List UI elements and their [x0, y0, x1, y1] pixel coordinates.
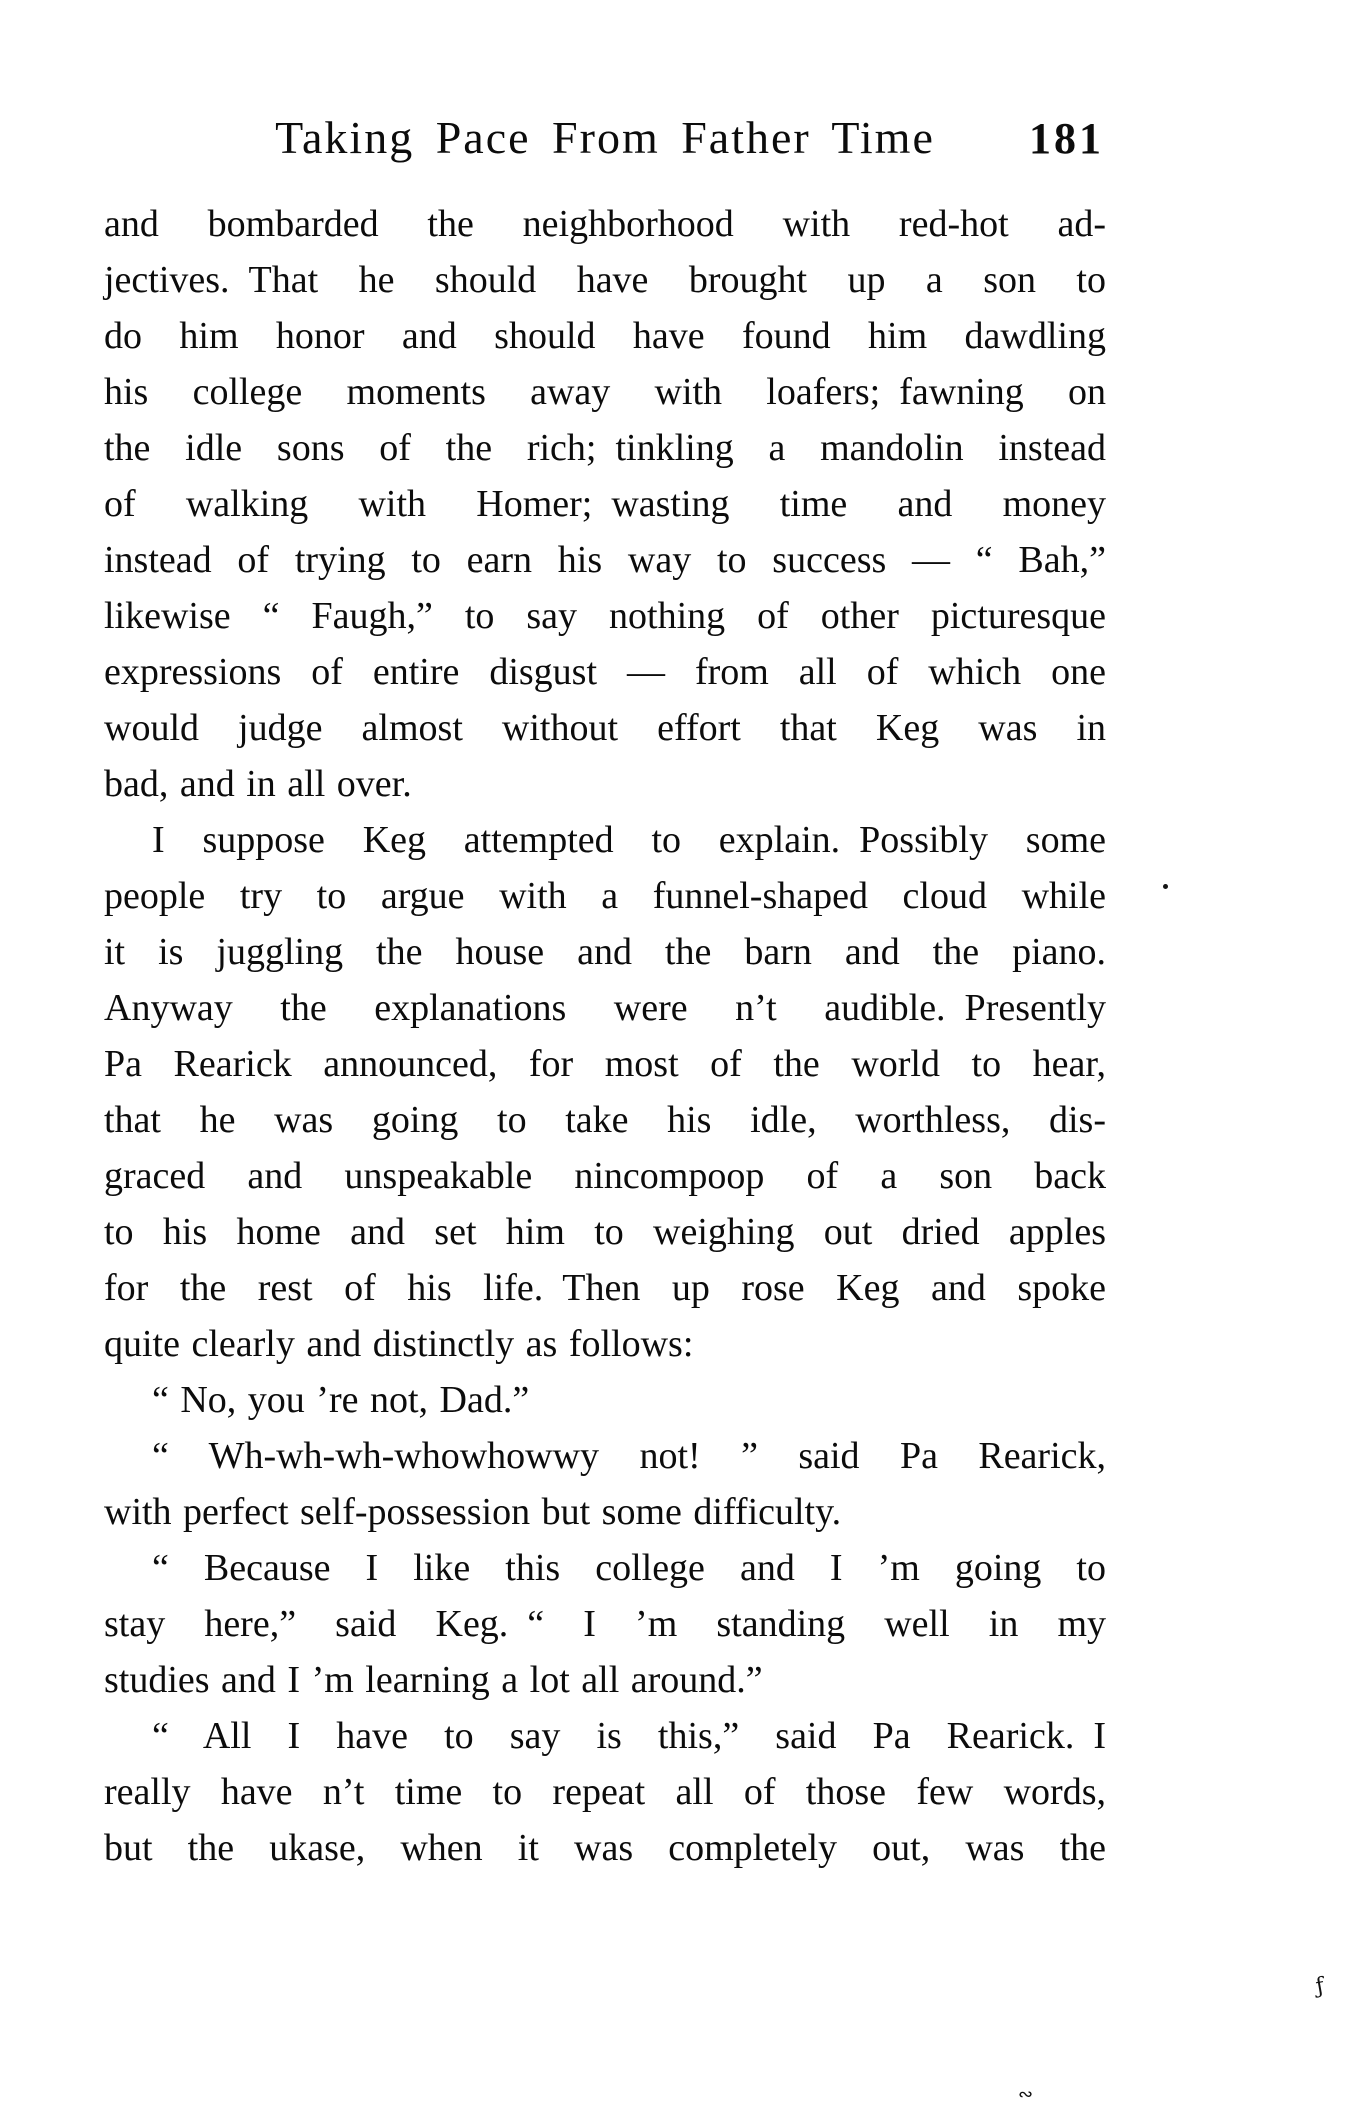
scan-speck-dot: [1163, 884, 1168, 889]
text-line: “ No, you ’re not, Dad.”: [152, 1379, 530, 1421]
text-line: Pa Rearick announced, for most of the world to hear,: [104, 1043, 1106, 1085]
text-line: instead of trying to earn his way to success — “ Bah,”: [104, 539, 1106, 581]
page-number: 181: [1029, 114, 1104, 163]
text-line: the idle sons of the rich; tinkling a mandolin instead: [104, 427, 1106, 469]
scan-speck-wave: ∾: [1018, 2084, 1031, 2105]
paragraph: [104, 1372, 1106, 1428]
text-line: with perfect self-possession but some difficulty.: [104, 1491, 842, 1533]
text-line: Anyway the explanations were n’t audible. Presently: [104, 987, 1106, 1029]
scan-speck-squiggle: ƒ: [1313, 1973, 1327, 2000]
text-line: that he was going to take his idle, worthless, dis-: [104, 1099, 1106, 1141]
running-head: [104, 112, 1106, 168]
text-line: do him honor and should have found him dawdling: [104, 315, 1106, 357]
text-line: “ All I have to say is this,” said Pa Rearick. I: [152, 1715, 1106, 1757]
text-line: but the ukase, when it was completely out, was the: [104, 1827, 1106, 1869]
text-line: studies and I ’m learning a lot all around.”: [104, 1659, 763, 1701]
paragraph: [104, 812, 1106, 1372]
text-line: jectives. That he should have brought up a son to: [104, 259, 1106, 301]
text-line: “ Wh-wh-wh-whowhowwy not! ” said Pa Rearick,: [152, 1435, 1106, 1477]
page-body: [104, 196, 1106, 1876]
paragraph: [104, 196, 1106, 812]
text-line: and bombarded the neighborhood with red-hot ad-: [104, 203, 1106, 245]
text-line: expressions of entire disgust — from all of which one: [104, 651, 1106, 693]
text-line: his college moments away with loafers; fawning on: [104, 371, 1106, 413]
paragraph: [104, 1708, 1106, 1876]
text-line: of walking with Homer; wasting time and money: [104, 483, 1106, 525]
paragraph: [104, 1540, 1106, 1708]
text-line: likewise “ Faugh,” to say nothing of other picturesque: [104, 595, 1106, 637]
text-line: bad, and in all over.: [104, 763, 412, 805]
text-line: for the rest of his life. Then up rose Keg and spoke: [104, 1267, 1106, 1309]
text-line: stay here,” said Keg. “ I ’m standing well in my: [104, 1603, 1106, 1645]
text-line: I suppose Keg attempted to explain. Possibly some: [152, 819, 1106, 861]
text-line: would judge almost without effort that Keg was in: [104, 707, 1106, 749]
chapter-title: Taking Pace From Father Time: [275, 112, 935, 163]
text-line: to his home and set him to weighing out dried apples: [104, 1211, 1106, 1253]
paragraph: [104, 1428, 1106, 1540]
text-line: really have n’t time to repeat all of those few words,: [104, 1771, 1106, 1813]
text-line: people try to argue with a funnel-shaped cloud while: [104, 875, 1106, 917]
text-line: “ Because I like this college and I ’m going to: [152, 1547, 1106, 1589]
text-line: graced and unspeakable nincompoop of a son back: [104, 1155, 1106, 1197]
text-line: quite clearly and distinctly as follows:: [104, 1323, 694, 1365]
text-line: it is juggling the house and the barn and the piano.: [104, 931, 1106, 973]
